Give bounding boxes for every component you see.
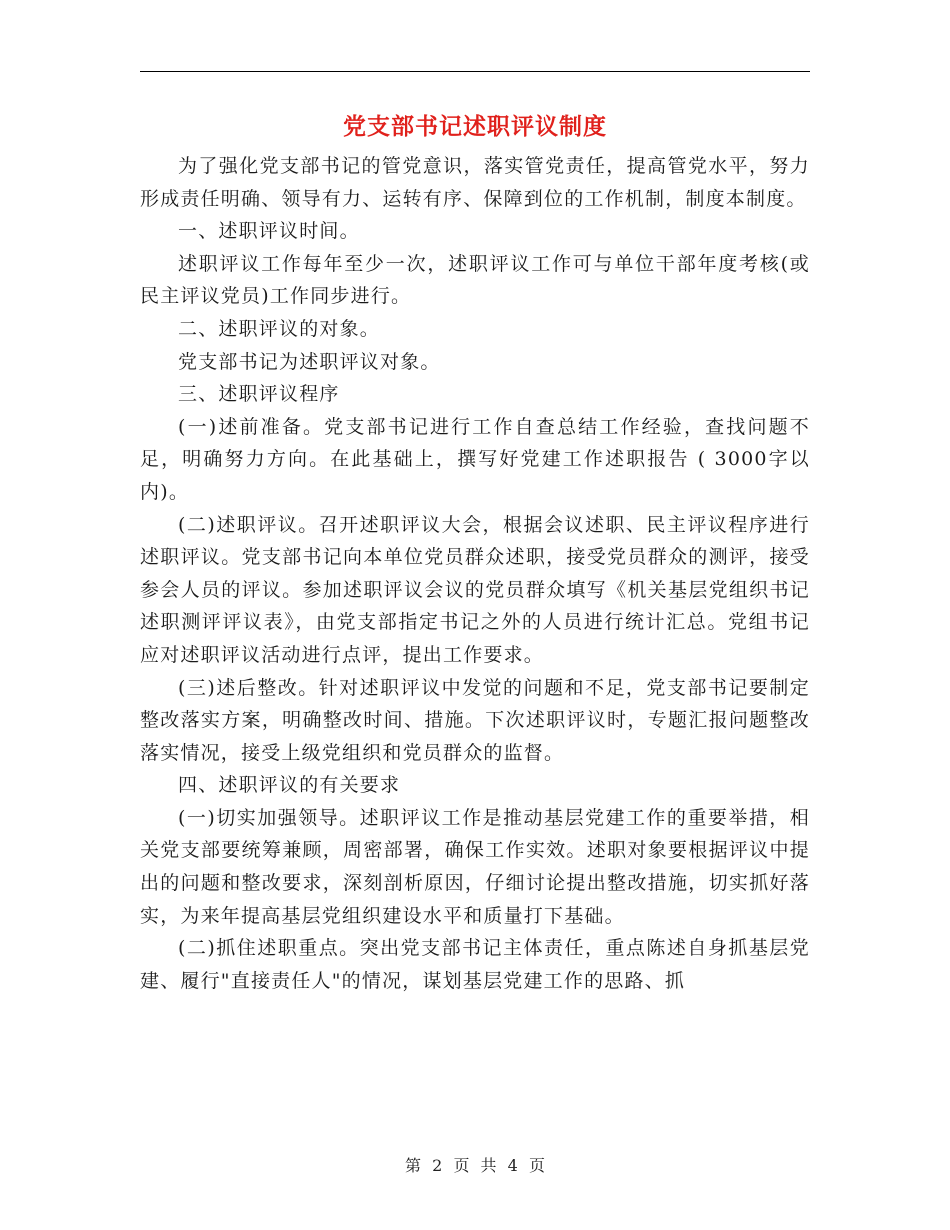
section-heading-4: 四、述职评议的有关要求: [178, 774, 401, 797]
footer-total-unit: 页: [528, 1156, 545, 1175]
page-footer: [0, 1153, 950, 1176]
section-heading-2: 二、述职评议的对象。: [178, 317, 381, 340]
document-body: [140, 150, 810, 997]
footer-page-unit: 页: [453, 1156, 470, 1175]
paragraph: (二)述职评议。召开述职评议大会，根据会议述职、民主评议程序进行述职评议。党支部书记向本单位党员群众述职，接受党员群众的测评，接受参会人员的评议。参加述职评议会议的党员群众填写《机关基层党组织书记述职测评评议表》，由党支部指定书记之外的人员进行统计汇总。党组书记应对述职评议活动进行点评，提出工作要求。: [140, 513, 810, 666]
paragraph: 述职评议工作每年至少一次，述职评议工作可与单位干部年度考核(或民主评议党员)工作同步进行。: [140, 252, 810, 308]
paragraph: (一)述前准备。党支部书记进行工作自查总结工作经验，查找问题不足，明确努力方向。在此基础上，撰写好党建工作述职报告 ( 3000字以内)。: [140, 415, 810, 503]
paragraph-intro: 为了强化党支部书记的管党意识，落实管党责任，提高管党水平，努力形成责任明确、领导有力、运转有序、保障到位的工作机制，制度本制度。: [140, 155, 810, 210]
paragraph: (二)抓住述职重点。突出党支部书记主体责任，重点陈述自身抓基层党建、履行"直接责任人"的情况，谋划基层党建工作的思路、抓: [140, 937, 810, 992]
document-title: 党支部书记述职评议制度: [343, 113, 607, 140]
footer-total-prefix: 共: [480, 1156, 497, 1175]
paragraph: 党支部书记为述职评议对象。: [178, 350, 441, 373]
footer-page-number: 2: [432, 1156, 443, 1175]
section-heading-3: 三、述职评议程序: [178, 383, 340, 406]
footer-prefix: 第: [405, 1156, 422, 1175]
footer-total-pages: 4: [507, 1156, 518, 1175]
section-heading-1: 一、述职评议时间。: [178, 220, 360, 243]
paragraph: (一)切实加强领导。述职评议工作是推动基层党建工作的重要举措，相关党支部要统筹兼顾，周密部署，确保工作实效。述职对象要根据评议中提出的问题和整改要求，深刻剖析原因，仔细讨论提出整改措施，切实抓好落实，为来年提高基层党组织建设水平和质量打下基础。: [140, 806, 810, 927]
paragraph: (三)述后整改。针对述职评议中发觉的问题和不足，党支部书记要制定整改落实方案，明确整改时间、措施。下次述职评议时，专题汇报问题整改落实情况，接受上级党组织和党员群众的监督。: [140, 676, 810, 764]
header-rule: [140, 71, 810, 72]
